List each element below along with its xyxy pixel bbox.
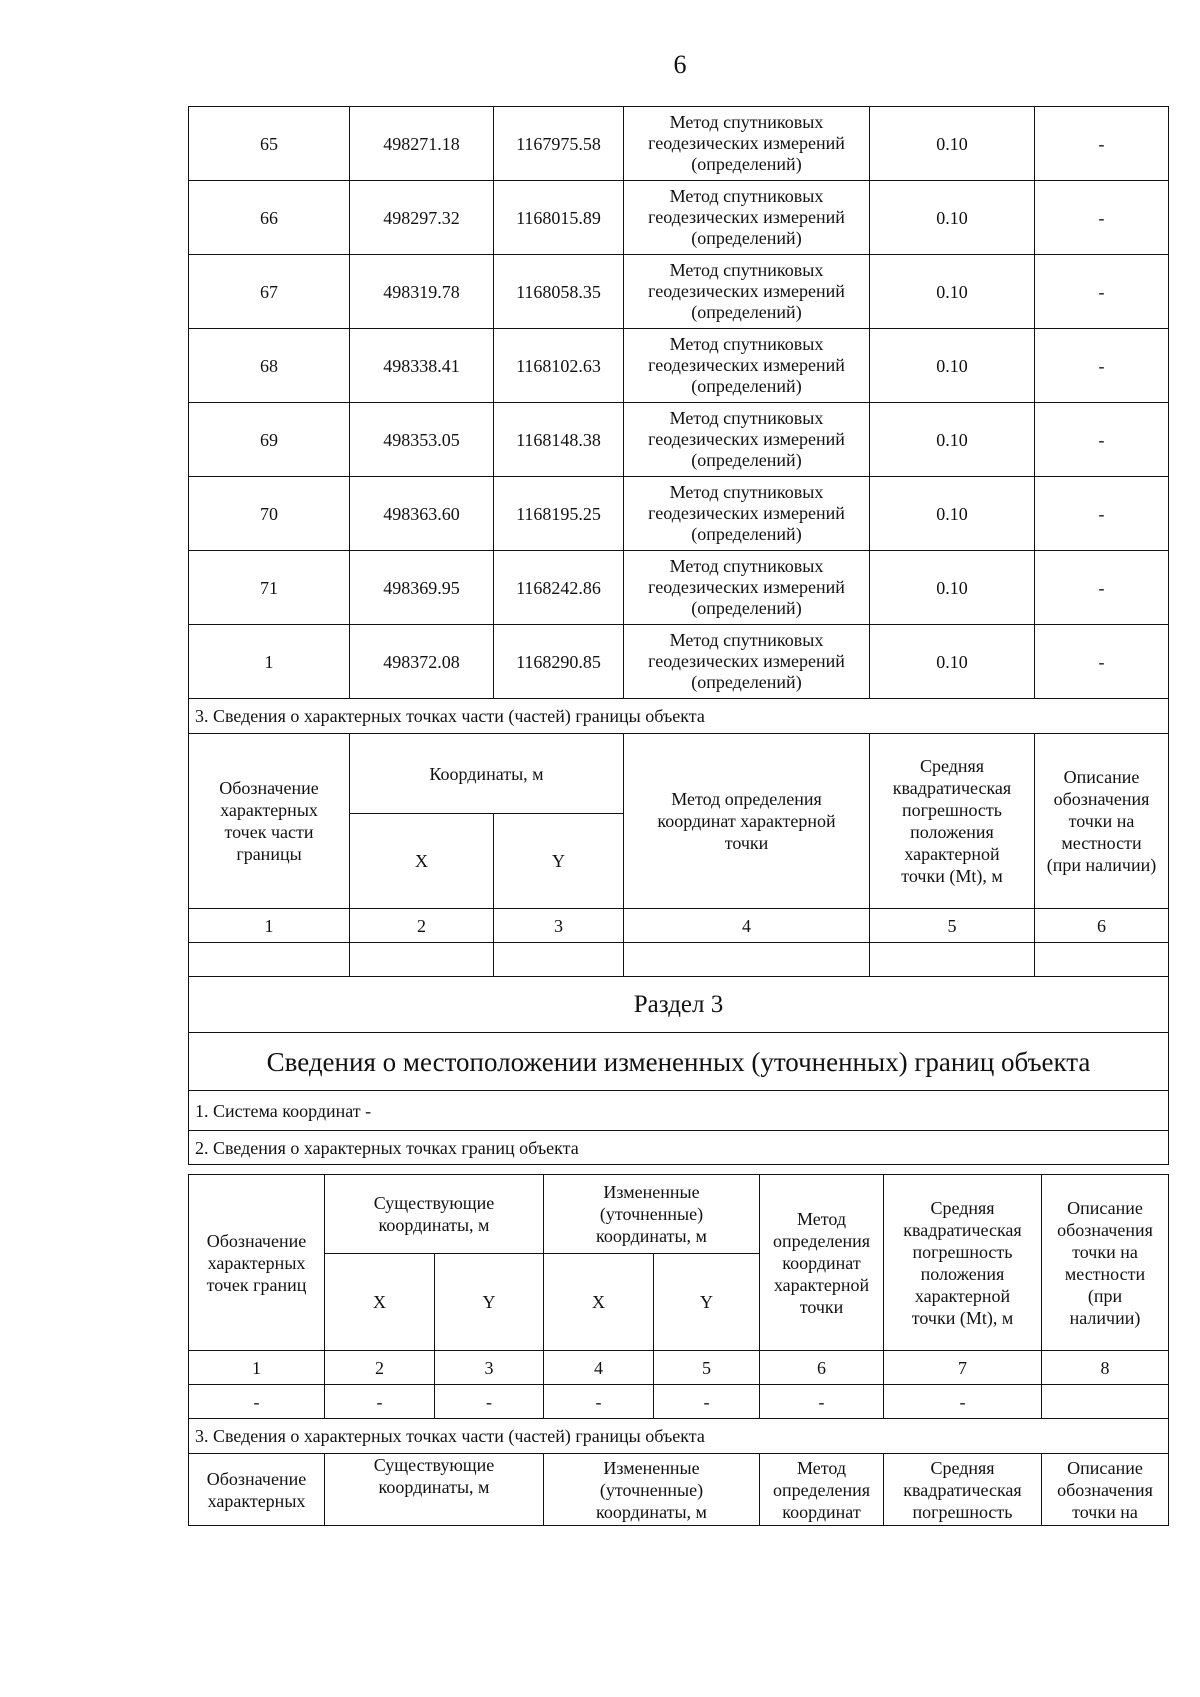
description-cell: - (1035, 551, 1169, 625)
description-cell: - (1035, 625, 1169, 699)
mean-error-cell: 0.10 (870, 477, 1035, 551)
header-method: Метод определения координат характерной точки (760, 1175, 884, 1351)
header-existing-coords: Существующие координаты, м (325, 1454, 544, 1526)
empty-cell (1035, 943, 1169, 977)
dash-cell: - (654, 1385, 760, 1419)
changed-dash-row (189, 1385, 1169, 1419)
header-y: Y (494, 814, 624, 909)
table-row (189, 477, 1169, 551)
col-num: 1 (189, 1351, 325, 1385)
header-point-designation: Обозначение характерных (189, 1454, 325, 1526)
section-title: Сведения о местоположении измененных (уточненных) границ объекта (189, 1033, 1169, 1091)
header-changed-coords: Измененные (уточненные) координаты, м (544, 1175, 760, 1254)
col-num: 4 (544, 1351, 654, 1385)
changed-column-numbers (189, 1351, 1169, 1385)
changed-boundaries-table (188, 1174, 1169, 1526)
header-existing-coords: Существующие координаты, м (325, 1175, 544, 1254)
point-cell: 68 (189, 329, 350, 403)
page-number: 6 (673, 50, 687, 79)
dash-cell (1042, 1385, 1169, 1419)
dash-cell: - (884, 1385, 1042, 1419)
method-cell: Метод спутниковых геодезических измерений (определений) (624, 551, 870, 625)
col-num: 3 (435, 1351, 544, 1385)
col-num: 5 (870, 909, 1035, 943)
points-title: 2. Сведения о характерных точках границ объекта (189, 1131, 1169, 1165)
y-cell: 1168102.63 (494, 329, 624, 403)
y-cell: 1168195.25 (494, 477, 624, 551)
col-num: 3 (494, 909, 624, 943)
x-cell: 498372.08 (350, 625, 494, 699)
point-cell: 69 (189, 403, 350, 477)
header-changed-coords: Измененные (уточненные) координаты, м (544, 1454, 760, 1526)
mean-error-cell: 0.10 (870, 551, 1035, 625)
mean-error-cell: 0.10 (870, 329, 1035, 403)
points-rows (189, 107, 1169, 699)
col-num: 2 (325, 1351, 435, 1385)
section-heading: Раздел 3 (189, 977, 1169, 1033)
method-cell: Метод спутниковых геодезических измерений (определений) (624, 181, 870, 255)
description-cell: - (1035, 255, 1169, 329)
x-cell: 498319.78 (350, 255, 494, 329)
col-num: 6 (760, 1351, 884, 1385)
col-num: 5 (654, 1351, 760, 1385)
method-cell: Метод спутниковых геодезических измерений (определений) (624, 477, 870, 551)
header-x: X (350, 814, 494, 909)
table-row (189, 329, 1169, 403)
description-cell: - (1035, 181, 1169, 255)
col-num: 1 (189, 909, 350, 943)
mean-error-cell: 0.10 (870, 181, 1035, 255)
table-row (189, 181, 1169, 255)
header-existing-y: Y (435, 1254, 544, 1351)
dash-cell: - (544, 1385, 654, 1419)
y-cell: 1168290.85 (494, 625, 624, 699)
y-cell: 1168148.38 (494, 403, 624, 477)
dash-cell: - (325, 1385, 435, 1419)
y-cell: 1167975.58 (494, 107, 624, 181)
point-cell: 66 (189, 181, 350, 255)
table-row (189, 625, 1169, 699)
description-cell: - (1035, 329, 1169, 403)
table-row (189, 255, 1169, 329)
part-section-title-row (189, 699, 1169, 734)
header-mean-error: Средняя квадратическая погрешность (884, 1454, 1042, 1526)
dash-cell: - (760, 1385, 884, 1419)
description-cell: - (1035, 403, 1169, 477)
y-cell: 1168242.86 (494, 551, 624, 625)
point-cell: 71 (189, 551, 350, 625)
table-row (189, 551, 1169, 625)
description-cell: - (1035, 107, 1169, 181)
header-coordinates: Координаты, м (350, 734, 624, 814)
col-num: 8 (1042, 1351, 1169, 1385)
x-cell: 498271.18 (350, 107, 494, 181)
point-cell: 1 (189, 625, 350, 699)
point-cell: 65 (189, 107, 350, 181)
changed-header-row-1 (189, 1175, 1169, 1254)
empty-cell (624, 943, 870, 977)
method-cell: Метод спутниковых геодезических измерений (определений) (624, 329, 870, 403)
part-header-row-1 (189, 734, 1169, 814)
header-description: Описание обозначения точки на (1042, 1454, 1169, 1526)
header-changed-x: X (544, 1254, 654, 1351)
part-empty-row (189, 943, 1169, 977)
changed-part-title-row (189, 1419, 1169, 1454)
x-cell: 498353.05 (350, 403, 494, 477)
col-num: 6 (1035, 909, 1169, 943)
header-mean-error: Средняя квадратическая погрешность положения характерной точки (Mt), м (884, 1175, 1042, 1351)
mean-error-cell: 0.10 (870, 255, 1035, 329)
y-cell: 1168058.35 (494, 255, 624, 329)
part-column-numbers (189, 909, 1169, 943)
header-existing-x: X (325, 1254, 435, 1351)
table-row (189, 107, 1169, 181)
dash-cell: - (189, 1385, 325, 1419)
mean-error-cell: 0.10 (870, 403, 1035, 477)
x-cell: 498363.60 (350, 477, 494, 551)
mean-error-cell: 0.10 (870, 107, 1035, 181)
header-method: Метод определения координат (760, 1454, 884, 1526)
empty-cell (350, 943, 494, 977)
col-num: 4 (624, 909, 870, 943)
coord-system: 1. Система координат - (189, 1091, 1169, 1131)
changed-part-header-row (189, 1454, 1169, 1526)
header-description: Описание обозначения точки на местности (при наличии) (1042, 1175, 1169, 1351)
empty-cell (494, 943, 624, 977)
header-point-designation: Обозначение характерных точек части границы (189, 734, 350, 909)
method-cell: Метод спутниковых геодезических измерений (определений) (624, 107, 870, 181)
point-cell: 67 (189, 255, 350, 329)
part-section-title: 3. Сведения о характерных точках части (частей) границы объекта (189, 699, 1169, 734)
coord-system-row (189, 1091, 1169, 1131)
method-cell: Метод спутниковых геодезических измерений (определений) (624, 625, 870, 699)
table-row (189, 403, 1169, 477)
boundary-points-table (188, 106, 1169, 1165)
col-num: 2 (350, 909, 494, 943)
description-cell: - (1035, 477, 1169, 551)
header-mean-error: Средняя квадратическая погрешность положения характерной точки (Mt), м (870, 734, 1035, 909)
header-changed-y: Y (654, 1254, 760, 1351)
x-cell: 498297.32 (350, 181, 494, 255)
x-cell: 498338.41 (350, 329, 494, 403)
empty-cell (189, 943, 350, 977)
header-point-designation: Обозначение характерных точек границ (189, 1175, 325, 1351)
header-method: Метод определения координат характерной точки (624, 734, 870, 909)
method-cell: Метод спутниковых геодезических измерений (определений) (624, 403, 870, 477)
dash-cell: - (435, 1385, 544, 1419)
section-title-row (189, 1033, 1169, 1091)
section-heading-row (189, 977, 1169, 1033)
changed-part-title: 3. Сведения о характерных точках части (частей) границы объекта (189, 1419, 1169, 1454)
mean-error-cell: 0.10 (870, 625, 1035, 699)
point-cell: 70 (189, 477, 350, 551)
method-cell: Метод спутниковых геодезических измерений (определений) (624, 255, 870, 329)
y-cell: 1168015.89 (494, 181, 624, 255)
empty-cell (870, 943, 1035, 977)
header-description: Описание обозначения точки на местности (при наличии) (1035, 734, 1169, 909)
col-num: 7 (884, 1351, 1042, 1385)
x-cell: 498369.95 (350, 551, 494, 625)
points-title-row (189, 1131, 1169, 1165)
